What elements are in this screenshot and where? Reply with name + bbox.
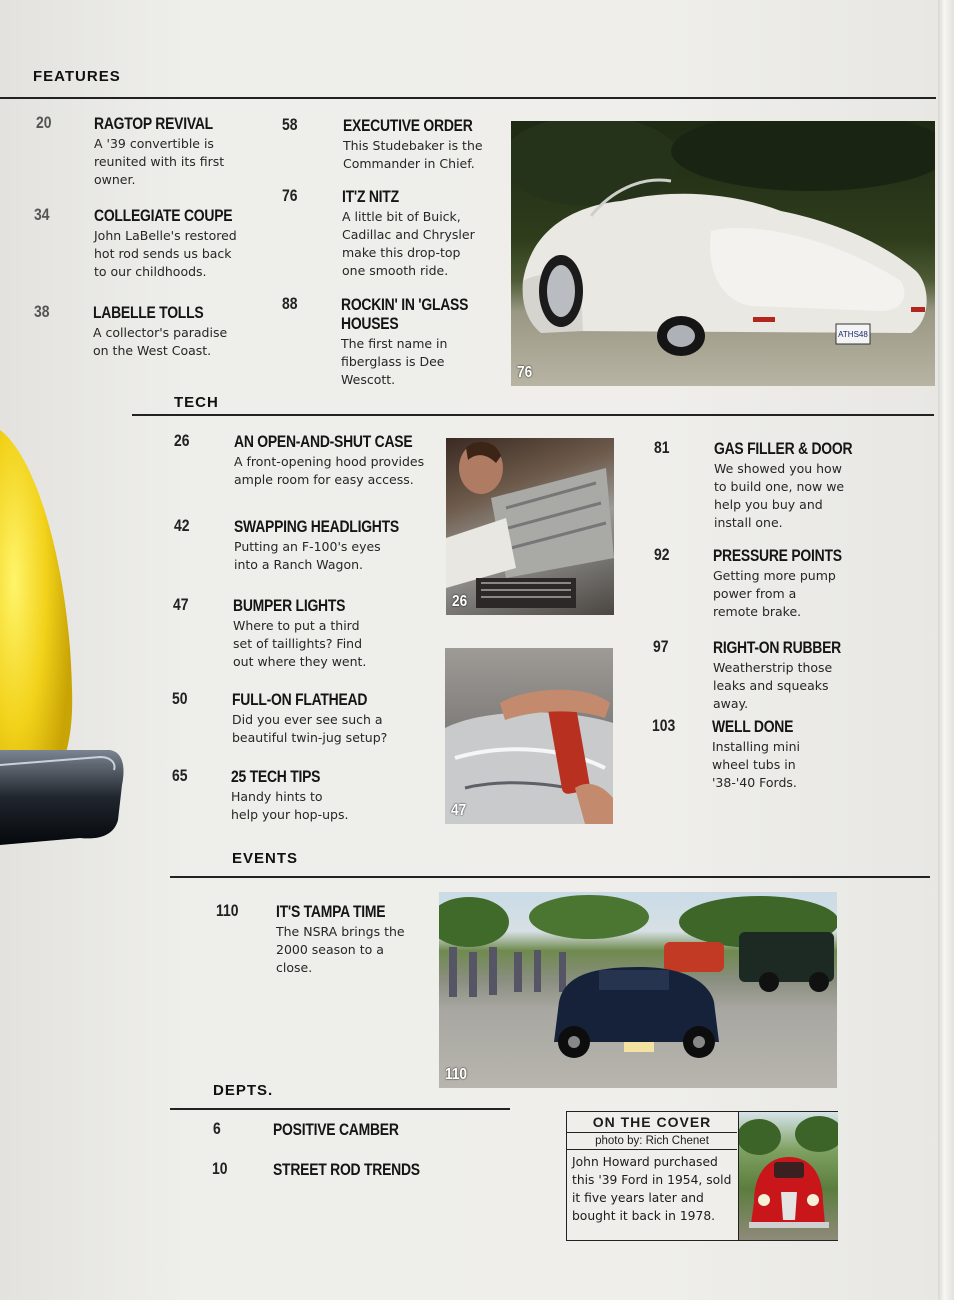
photo-page-number: 26	[452, 593, 468, 610]
tech-description: A front-opening hood provides ample room for easy access.	[234, 454, 425, 487]
tech-item	[232, 690, 392, 747]
feature-title: EXECUTIVE ORDER	[343, 116, 473, 135]
feature-title: LABELLE TOLLS	[93, 303, 204, 322]
section-label-depts: DEPTS.	[213, 1082, 274, 1099]
feature-page-number: 20	[36, 113, 52, 132]
event-description: The NSRA brings the 2000 season to a close.	[276, 924, 405, 975]
page-gutter	[938, 0, 954, 1300]
convertible-photo	[511, 121, 935, 386]
tech-title: WELL DONE	[712, 717, 794, 736]
photo-page-number: 47	[451, 802, 467, 819]
cover-car-photo	[738, 1112, 838, 1240]
section-label-tech: TECH	[174, 394, 219, 411]
tech-title: SWAPPING HEADLIGHTS	[234, 517, 399, 536]
yellow-car-fender-image	[0, 420, 130, 860]
dept-item	[273, 1120, 433, 1139]
tech-description: Where to put a third set of taillights? Find out where they went.	[233, 618, 367, 669]
tech-item	[234, 517, 399, 574]
tech-item	[233, 596, 373, 671]
tech-page-number: 97	[653, 637, 669, 656]
tech-title: PRESSURE POINTS	[713, 546, 842, 565]
tech-description: Weatherstrip those leaks and squeaks away.	[713, 660, 833, 711]
feature-title: RAGTOP REVIVAL	[94, 114, 213, 133]
tech-title: AN OPEN-AND-SHUT CASE	[234, 432, 413, 451]
tech-title: BUMPER LIGHTS	[233, 596, 346, 615]
tech-title: RIGHT-ON RUBBER	[713, 638, 841, 657]
depts-divider	[170, 1108, 510, 1110]
feature-item	[94, 114, 254, 189]
feature-description: A '39 convertible is reunited with its first owner.	[94, 136, 225, 187]
tech-page-number: 65	[172, 766, 188, 785]
dept-title: POSITIVE CAMBER	[273, 1120, 399, 1139]
feature-description: The first name in fiberglass is Dee Wescott.	[341, 336, 448, 387]
tech-description: We showed you how to build one, now we help you buy and install one.	[714, 461, 845, 530]
feature-description: A collector's paradise on the West Coast.	[93, 325, 228, 358]
hood-graphic	[446, 438, 614, 615]
dept-title: STREET ROD TRENDS	[273, 1160, 420, 1179]
features-divider	[0, 97, 936, 99]
feature-description: A little bit of Buick, Cadillac and Chrysler make this drop-top one smooth ride.	[342, 209, 475, 278]
events-divider	[170, 876, 930, 878]
event-item	[276, 902, 421, 977]
section-label-events: EVENTS	[232, 850, 299, 867]
tech-page-number: 42	[174, 516, 190, 535]
tech-divider	[132, 414, 934, 416]
on-the-cover-box	[566, 1111, 838, 1241]
convertible-car-graphic	[511, 121, 935, 386]
feature-page-number: 34	[34, 205, 50, 224]
bumper-graphic	[445, 648, 613, 824]
tech-item	[231, 767, 351, 824]
tech-item	[714, 439, 853, 532]
tech-page-number: 47	[173, 595, 189, 614]
tech-page-number: 26	[174, 431, 190, 450]
cover-description: John Howard purchased this '39 Ford in 1954, sold it five years later and bought it back in 1978.	[572, 1155, 732, 1223]
feature-page-number: 58	[282, 115, 298, 134]
tech-description: Installing mini wheel tubs in '38-'40 Fords.	[712, 739, 800, 790]
feature-title: ROCKIN' IN 'GLASS HOUSES	[341, 295, 469, 333]
feature-title: IT'Z NITZ	[342, 187, 399, 206]
tech-description: Putting an F-100's eyes into a Ranch Wagon.	[234, 539, 381, 572]
tech-page-number: 103	[652, 716, 676, 735]
feature-title: COLLEGIATE COUPE	[94, 206, 233, 225]
feature-page-number: 76	[282, 186, 298, 205]
photo-page-number: 110	[445, 1066, 467, 1083]
tech-title: GAS FILLER & DOOR	[714, 439, 853, 458]
feature-item	[343, 116, 493, 173]
feature-description: John LaBelle's restored hot rod sends us back to our childhoods.	[94, 228, 237, 279]
feature-item	[341, 295, 481, 389]
tampa-photo	[439, 892, 837, 1088]
tech-item	[713, 546, 843, 621]
cover-title: ON THE COVER	[567, 1112, 737, 1133]
tech-page-number: 50	[172, 689, 188, 708]
section-label-features: FEATURES	[33, 68, 121, 85]
dept-page-number: 10	[212, 1159, 228, 1178]
cover-photo-credit: photo by: Rich Chenet	[567, 1133, 737, 1150]
tech-item	[713, 638, 863, 713]
feature-item	[93, 303, 233, 360]
tech-page-number: 81	[654, 438, 670, 457]
photo-page-number: 76	[517, 364, 533, 381]
tech-description: Handy hints to help your hop-ups.	[231, 789, 349, 822]
tech-page-number: 92	[654, 545, 670, 564]
hood-photo	[446, 438, 614, 615]
dept-item	[273, 1160, 443, 1179]
feature-page-number: 38	[34, 302, 50, 321]
tech-item	[712, 717, 812, 792]
bumper-photo	[445, 648, 613, 824]
red-ford-graphic	[739, 1112, 838, 1240]
tech-title: 25 TECH TIPS	[231, 767, 321, 786]
license-plate-text: ATHS48	[838, 330, 868, 339]
feature-item	[342, 187, 482, 280]
tech-description: Did you ever see such a beautiful twin-jug setup?	[232, 712, 388, 745]
event-page-number: 110	[216, 901, 239, 920]
event-title: IT'S TAMPA TIME	[276, 902, 386, 921]
feature-description: This Studebaker is the Commander in Chief.	[343, 138, 483, 171]
tech-item	[234, 432, 434, 489]
tech-title: FULL-ON FLATHEAD	[232, 690, 368, 709]
car-show-graphic	[439, 892, 837, 1088]
feature-page-number: 88	[282, 294, 298, 313]
dept-page-number: 6	[213, 1119, 221, 1138]
tech-description: Getting more pump power from a remote brake.	[713, 568, 836, 619]
feature-item	[94, 206, 244, 281]
